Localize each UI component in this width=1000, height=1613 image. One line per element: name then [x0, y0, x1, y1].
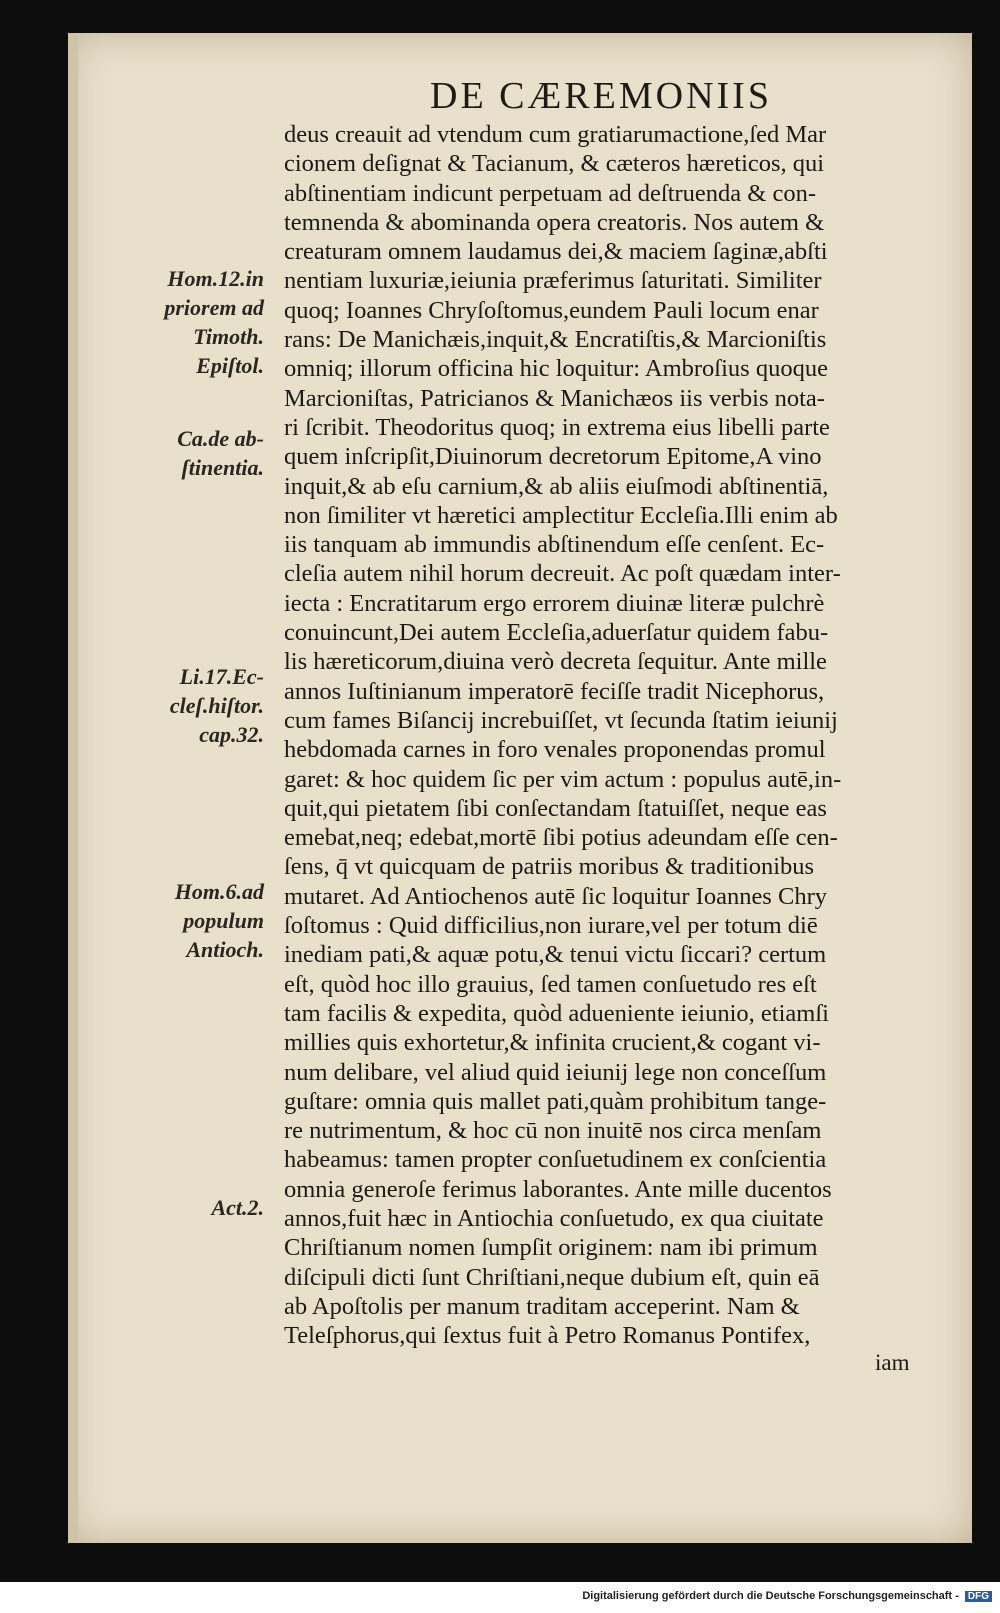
margin-note-3 [136, 662, 264, 749]
text-line: creaturam omnem laudamus dei,& maciem ſaginæ,abſti [284, 238, 828, 266]
text-line: inediam pati,& aquæ potu,& tenui victu ſiccari? certum [284, 941, 827, 969]
text-line: cleſia autem nihil horum decreuit. Ac poſt quædam inter- [284, 560, 841, 588]
running-title: DE CÆREMONIIS [430, 75, 772, 117]
text-line: guſtare: omnia quis mallet pati,quàm prohibitum tange- [284, 1087, 827, 1115]
margin-note-line: cap.32. [199, 722, 264, 747]
text-line: millies quis exhortetur,& infinita crucient,& cogant vi- [284, 1029, 821, 1057]
text-line: ſoſtomus : Quid difficilius,non iurare,vel per totum diē [284, 912, 818, 940]
margin-note-line: populum [183, 908, 264, 933]
page-gutter [68, 33, 78, 1543]
margin-note-line: Timoth. [193, 324, 264, 349]
text-line: Marcioniſtas, Patricianos & Manichæos iis verbis nota- [284, 384, 825, 412]
credit-text: Digitalisierung gefördert durch die Deutsche Forschungsgemeinschaft - [582, 1590, 959, 1602]
margin-note-5 [136, 1193, 264, 1222]
text-line: diſcipuli dicti ſunt Chriſtiani,neque dubium eſt, quin eā [284, 1263, 820, 1291]
margin-note-line: Ca.de ab- [177, 426, 264, 451]
text-line: ſens, q̄ vt quicquam de patriis moribus & traditionibus [284, 853, 815, 881]
text-line: temnenda & abominanda opera creatoris. Nos autem & [284, 208, 825, 236]
text-line: iecta : Encratitarum ergo errorem diuinæ literæ pulchrè [284, 589, 825, 617]
margin-note-line: Act.2. [211, 1195, 264, 1220]
text-line: cum fames Biſancij increbuiſſet, vt ſecunda ſtatim ieiunij [284, 706, 838, 734]
text-line: annos,fuit hæc in Antiochia conſuetudo, ex qua ciuitate [284, 1204, 824, 1232]
text-line: quoq; Ioannes Chryſoſtomus,eundem Pauli locum enar [284, 296, 819, 324]
text-line: hebdomada carnes in foro venales proponendas promul [284, 736, 826, 764]
text-line: ab Apoſtolis per manum traditam acceperint. Nam & [284, 1292, 800, 1320]
margin-note-line: Hom.6.ad [174, 879, 264, 904]
text-line: garet: & hoc quidem ſic per vim actum : populus autē,in- [284, 765, 842, 793]
text-line: Teleſphorus,qui ſextus fuit à Petro Romanus Pontifex, [284, 1322, 811, 1350]
text-line: ri ſcribit. Theodoritus quoq; in extrema eius libelli parte [284, 413, 830, 441]
margin-note-line: cleſ.hiſtor. [169, 693, 264, 718]
margin-note-line: Li.17.Ec- [179, 664, 264, 689]
text-line: annos Iuſtinianum imperatorē feciſſe tradit Nicephorus, [284, 677, 825, 705]
text-line: Chriſtianum nomen ſumpſit originem: nam ibi primum [284, 1234, 818, 1262]
text-line: mutaret. Ad Antiochenos autē ſic loquitur Ioannes Chry [284, 882, 827, 910]
text-line: num delibare, vel aliud quid ieiunij lege non conceſſum [284, 1058, 827, 1086]
text-line: nentiam luxuriæ,ieiunia præferimus ſaturitati. Similiter [284, 267, 822, 295]
margin-note-4 [136, 877, 264, 964]
text-line: eſt, quòd hoc illo grauius, ſed tamen conſuetudo res eſt [284, 970, 817, 998]
text-line: re nutrimentum, & hoc cū non inuitē nos circa menſam [284, 1117, 822, 1145]
text-line: deus creauit ad vtendum cum gratiarumactione,ſed Mar [284, 121, 827, 148]
dfg-logo: DFG [965, 1591, 992, 1602]
margin-note-line: Hom.12.in [167, 266, 264, 291]
text-line: quem inſcripſit,Diuinorum decretorum Epitome,A vino [284, 443, 822, 471]
margin-note-line: Epiſtol. [196, 353, 264, 378]
margin-note-1 [136, 264, 264, 380]
text-line: tam facilis & expedita, quòd adueniente ieiunio, etiamſi [284, 999, 829, 1027]
catchword: iam [875, 1350, 910, 1375]
text-line: rans: De Manichæis,inquit,& Encratiſtis,& Marcioniſtis [284, 326, 827, 354]
margin-note-line: priorem ad [164, 295, 264, 320]
text-line: non ſimiliter vt hæretici amplectitur Eccleſia.Illi enim ab [284, 501, 838, 529]
text-line: iis tanquam ab immundis abſtinendum eſſe cenſent. Ec- [284, 531, 825, 559]
margin-note-line: Antioch. [186, 937, 264, 962]
margin-note-line: ſtinentia. [181, 455, 264, 480]
text-line: omniq; illorum officina hic loquitur: Ambroſius quoque [284, 355, 828, 383]
text-line: quit,qui pietatem ſibi conſectandam ſtatuiſſet, neque eas [284, 794, 827, 822]
text-line: cionem deſignat & Tacianum, & cæteros hæreticos, qui [284, 150, 825, 178]
body-text [284, 120, 924, 1350]
digitization-credit [582, 1590, 992, 1602]
margin-note-2 [136, 424, 264, 482]
text-line: inquit,& ab eſu carnium,& ab aliis eiuſmodi abſtinentiā, [284, 472, 829, 500]
text-line: emebat,neq; edebat,mortē ſibi potius adeundam eſſe cen- [284, 824, 838, 852]
text-line: conuincunt,Dei autem Eccleſia,aduerſatur quidem fabu- [284, 619, 829, 647]
text-line: lis hæreticorum,diuina verò decreta ſequitur. Ante mille [284, 648, 827, 676]
text-line: omnia generoſe ferimus laborantes. Ante mille ducentos [284, 1175, 832, 1203]
text-line: habeamus: tamen propter conſuetudinem ex conſcientia [284, 1146, 827, 1174]
text-line: abſtinentiam indicunt perpetuam ad deſtruenda & con- [284, 179, 817, 207]
